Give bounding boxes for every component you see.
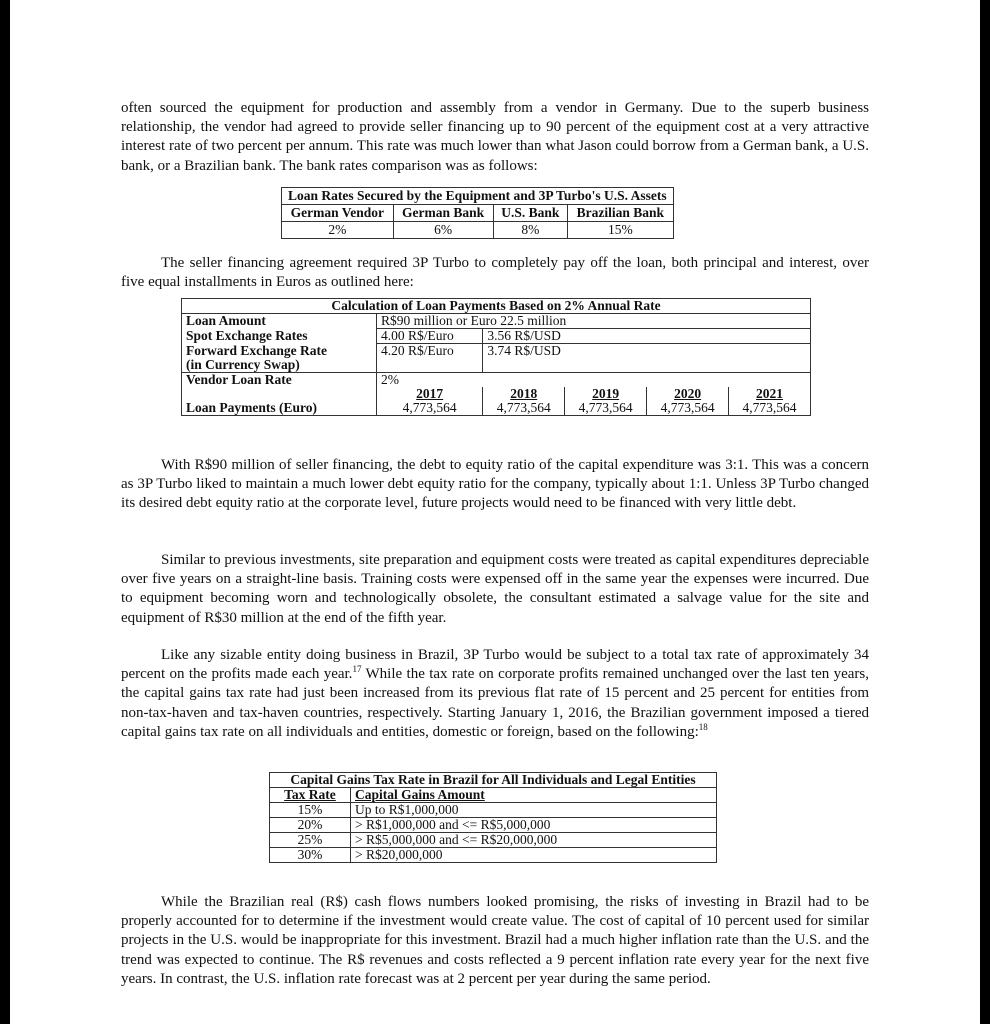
year-header: 2021: [729, 387, 811, 401]
paragraph-5: [121, 646, 869, 742]
spot-rate-usd: 3.56 R$/USD: [483, 329, 811, 344]
forward-rate-label: [182, 344, 377, 373]
loan-calc-table: [181, 298, 811, 416]
loan-rates-header: Brazilian Bank: [568, 205, 673, 222]
loan-payment-value: 4,773,564: [647, 401, 729, 416]
forward-rate-label-line1: Forward Exchange Rate: [186, 342, 327, 358]
paragraph-4: Similar to previous investments, site preparation and equipment costs were treated as capital expenditures depreciable over five years on a straight-line basis. Training costs were expensed off in the same year the expenses were incurred. Due to equipment becoming worn and technologically obsolete, the consultant estimated a salvage value for the site and equipment of R$30 million at the end of the fifth year.: [121, 552, 869, 626]
loan-rates-title: Loan Rates Secured by the Equipment and 3P Turbo's U.S. Assets: [282, 188, 674, 205]
paragraph-5-part-a: Like any sizable entity doing business in Brazil, 3P Turbo would be subject to a total tax rate of approximately 34 percent on the profits made each year.: [121, 647, 869, 683]
paragraph-1: often sourced the equipment for production and assembly from a vendor in Germany. Due to the superb business relationship, the vendor had agreed to provide seller financing up to 90 percent of the equipment cost at a very attractive interest rate of two percent per annum. This rate was much lower than what Jason could borrow from a German bank, a U.S. bank, or a Brazilian bank. The bank rates comparison was as follows:: [121, 100, 869, 174]
paragraph-5-part-b: While the tax rate on corporate profits remained unchanged over the last ten years, the capital gains tax rate had just been increased from its previous flat rate of 15 percent and 25 percent for entities from non-tax-haven and tax-haven countries, respectively. Starting January 1, 2016, the Brazilian government imposed a tiered capital gains tax rate on all individuals and entities, domestic or foreign, based on the following:: [121, 666, 870, 740]
loan-calc-title: Calculation of Loan Payments Based on 2% Annual Rate: [182, 299, 811, 314]
vendor-rate-value: 2%: [377, 372, 811, 387]
loan-rate-value: 2%: [282, 222, 394, 239]
loan-rates-table: [281, 187, 674, 239]
loan-rates-header: German Vendor: [282, 205, 394, 222]
loan-payment-value: 4,773,564: [565, 401, 647, 416]
loan-rate-value: 15%: [568, 222, 673, 239]
capital-gains-amount-cell: > R$20,000,000: [351, 848, 717, 863]
tax-rate-cell: 30%: [270, 848, 351, 863]
loan-amount-value: R$90 million or Euro 22.5 million: [377, 314, 811, 329]
capital-gains-title: Capital Gains Tax Rate in Brazil for All Individuals and Legal Entities: [270, 773, 717, 788]
loan-rates-header: U.S. Bank: [493, 205, 568, 222]
loan-rate-value: 8%: [493, 222, 568, 239]
year-header: 2019: [565, 387, 647, 401]
loan-rate-value: 6%: [393, 222, 493, 239]
vendor-rate-label: Vendor Loan Rate: [182, 372, 377, 387]
forward-rate-usd: 3.74 R$/USD: [483, 344, 811, 373]
spot-rate-label: Spot Exchange Rates: [182, 329, 377, 344]
capital-gains-table: [269, 772, 717, 863]
tax-rate-cell: 20%: [270, 818, 351, 833]
loan-payments-label: Loan Payments (Euro): [182, 387, 377, 416]
loan-payment-value: 4,773,564: [729, 401, 811, 416]
capital-gains-amount-cell: Up to R$1,000,000: [351, 803, 717, 818]
footnote-18: 18: [698, 721, 708, 732]
capital-gains-amount-cell: > R$5,000,000 and <= R$20,000,000: [351, 833, 717, 848]
paragraph-2: The seller financing agreement required 3P Turbo to completely pay off the loan, both principal and interest, over five equal installments in Euros as outlined here:: [121, 255, 869, 291]
capital-gains-amount-header: Capital Gains Amount: [351, 788, 717, 803]
forward-rate-label-line2: (in Currency Swap): [186, 356, 300, 372]
spot-rate-euro: 4.00 R$/Euro: [377, 329, 483, 344]
paragraph-3: With R$90 million of seller financing, the debt to equity ratio of the capital expenditure was 3:1. This was a concern as 3P Turbo liked to maintain a much lower debt equity ratio for the company, typically about 1:1. Unless 3P Turbo changed its desired debt equity ratio at the corporate level, future projects would need to be financed with very little debt.: [121, 457, 869, 512]
loan-rates-header: German Bank: [393, 205, 493, 222]
tax-rate-header: Tax Rate: [270, 788, 351, 803]
year-header: 2017: [377, 387, 483, 401]
paragraph-6: While the Brazilian real (R$) cash flows numbers looked promising, the risks of investing in Brazil had to be properly accounted for to determine if the investment would create value. The cost of capital of 10 percent used for similar projects in the U.S. would be inappropriate for this investment. Brazil had a much higher inflation rate than the U.S. and the trend was expected to continue. The R$ revenues and costs reflected a 9 percent inflation rate every year for the next five years. In contrast, the U.S. inflation rate forecast was at 2 percent per year during the same period.: [121, 894, 869, 987]
year-header: 2018: [483, 387, 565, 401]
year-header: 2020: [647, 387, 729, 401]
loan-payment-value: 4,773,564: [483, 401, 565, 416]
loan-amount-label: Loan Amount: [182, 314, 377, 329]
tax-rate-cell: 15%: [270, 803, 351, 818]
tax-rate-cell: 25%: [270, 833, 351, 848]
forward-rate-euro: 4.20 R$/Euro: [377, 344, 483, 373]
footnote-17: 17: [352, 664, 362, 675]
capital-gains-amount-cell: > R$1,000,000 and <= R$5,000,000: [351, 818, 717, 833]
loan-payment-value: 4,773,564: [377, 401, 483, 416]
document-page: [10, 0, 980, 1024]
